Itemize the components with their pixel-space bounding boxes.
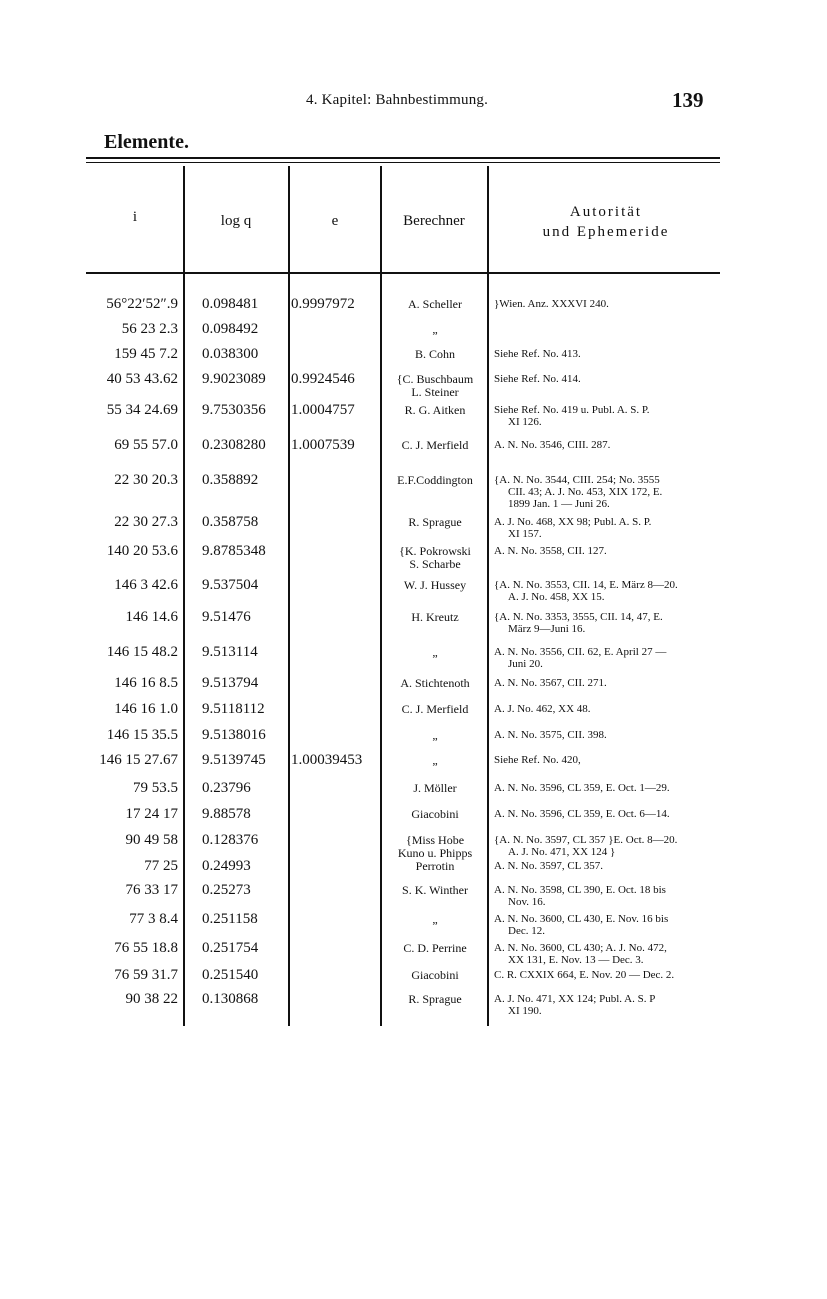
- cell-berechner: {Miss Hobe Kuno u. Phipps: [397, 833, 473, 860]
- cell-inclination: 22 30 27.3: [114, 514, 178, 530]
- cell-autoritaet: C. R. CXXIX 664, E. Nov. 20 — Dec. 2.: [494, 969, 675, 981]
- cell-berechner: J. Möller: [413, 781, 457, 795]
- cell-autoritaet: A. N. No. 3558, CII. 127.: [494, 545, 607, 557]
- cell-log-q: 9.5118112: [202, 701, 265, 717]
- cell-inclination: 22 30 20.3: [114, 472, 178, 488]
- cell-berechner: C. J. Merfield: [401, 702, 469, 716]
- cell-autoritaet: A. J. No. 468, XX 98; Publ. A. S. P. XI 157.: [494, 516, 652, 540]
- cell-inclination: 77 3 8.4: [129, 911, 178, 927]
- cell-autoritaet: }Wien. Anz. XXXVI 240.: [494, 298, 609, 310]
- cell-inclination: 56 23 2.3: [121, 321, 178, 337]
- cell-berechner: {K. Pokrowski S. Scharbe: [399, 544, 471, 571]
- cell-inclination: 146 14.6: [125, 609, 178, 625]
- cell-autoritaet: {A. N. No. 3544, CIII. 254; No. 3555 CII. 43; A. J. No. 453, XIX 172, E. 1899 Jan. 1 — Juni 26.: [494, 474, 663, 510]
- cell-log-q: 9.5138016: [202, 727, 266, 743]
- cell-log-q: 0.128376: [202, 832, 259, 848]
- cell-berechner: „: [432, 753, 438, 767]
- cell-autoritaet: A. N. No. 3567, CII. 271.: [494, 677, 607, 689]
- cell-eccentricity: 1.0004757: [291, 402, 355, 418]
- table-top-rule: [86, 157, 720, 159]
- cell-inclination: 76 55 18.8: [114, 940, 178, 956]
- cell-inclination: 140 20 53.6: [106, 543, 178, 559]
- cell-berechner: „: [432, 645, 438, 659]
- cell-inclination: 146 15 27.67: [99, 752, 178, 768]
- cell-autoritaet: A. N. No. 3600, CL 430, E. Nov. 16 bis Dec. 12.: [494, 913, 669, 937]
- cell-berechner: R. Sprague: [408, 515, 462, 529]
- cell-berechner: „: [432, 322, 438, 336]
- cell-inclination: 146 16 1.0: [114, 701, 178, 717]
- running-header: [0, 88, 827, 118]
- column-divider: [183, 166, 185, 1026]
- column-divider: [380, 166, 382, 1026]
- cell-berechner: A. Stichtenoth: [400, 676, 470, 690]
- cell-log-q: 0.130868: [202, 991, 259, 1007]
- cell-autoritaet: A. N. No. 3546, CIII. 287.: [494, 439, 611, 451]
- cell-log-q: 9.5139745: [202, 752, 266, 768]
- section-title: Elemente.: [104, 131, 189, 153]
- cell-autoritaet: Siehe Ref. No. 414.: [494, 373, 581, 385]
- cell-log-q: 0.251158: [202, 911, 258, 927]
- page-number: 139: [672, 88, 704, 112]
- cell-inclination: 90 38 22: [125, 991, 178, 1007]
- column-header-ephemeride: und Ephemeride: [542, 224, 670, 240]
- cell-inclination: 56°22′52″.9: [106, 296, 178, 312]
- cell-inclination: 90 49 58: [125, 832, 178, 848]
- cell-berechner: Giacobini: [411, 968, 459, 982]
- column-header-berechner: Berechner: [403, 213, 465, 229]
- cell-inclination: 76 33 17: [125, 882, 178, 898]
- cell-autoritaet: A. N. No. 3596, CL 359, E. Oct. 6—14.: [494, 808, 670, 820]
- cell-berechner: A. Scheller: [408, 297, 462, 311]
- column-header-e: e: [331, 213, 339, 229]
- column-header-autoritaet: Autorität: [569, 204, 643, 220]
- cell-autoritaet: A. N. No. 3598, CL 390, E. Oct. 18 bis Nov. 16.: [494, 884, 666, 908]
- cell-autoritaet: Siehe Ref. No. 420,: [494, 754, 581, 766]
- cell-eccentricity: 1.0007539: [291, 437, 355, 453]
- cell-autoritaet: {A. N. No. 3353, 3555, CII. 14, 47, E. März 9—Juni 16.: [494, 611, 663, 635]
- cell-log-q: 9.8785348: [202, 543, 266, 559]
- cell-inclination: 79 53.5: [133, 780, 178, 796]
- column-header-log-q: log q: [220, 213, 252, 229]
- cell-eccentricity: 1.00039453: [291, 752, 363, 768]
- cell-inclination: 77 25: [144, 858, 178, 874]
- cell-inclination: 146 16 8.5: [114, 675, 178, 691]
- cell-autoritaet: Siehe Ref. No. 419 u. Publ. A. S. P. XI 126.: [494, 404, 650, 428]
- cell-log-q: 9.9023089: [202, 371, 266, 387]
- cell-berechner: S. K. Winther: [402, 883, 468, 897]
- cell-log-q: 9.513114: [202, 644, 258, 660]
- cell-inclination: 146 3 42.6: [114, 577, 178, 593]
- cell-log-q: 0.098481: [202, 296, 259, 312]
- cell-eccentricity: 0.9997972: [291, 296, 355, 312]
- cell-eccentricity: 0.9924546: [291, 371, 355, 387]
- cell-berechner: C. J. Merfield: [401, 438, 469, 452]
- cell-inclination: 76 59 31.7: [114, 967, 178, 983]
- cell-inclination: 69 55 57.0: [114, 437, 178, 453]
- cell-inclination: 40 53 43.62: [106, 371, 178, 387]
- cell-log-q: 0.23796: [202, 780, 251, 796]
- cell-autoritaet: {A. N. No. 3597, CL 357 }E. Oct. 8—20. A. J. No. 471, XX 124 }: [494, 834, 678, 858]
- cell-inclination: 159 45 7.2: [114, 346, 178, 362]
- column-divider: [487, 166, 489, 1026]
- cell-berechner: W. J. Hussey: [403, 578, 467, 592]
- cell-berechner: Perrotin: [415, 859, 455, 873]
- cell-log-q: 9.88578: [202, 806, 251, 822]
- column-divider: [288, 166, 290, 1026]
- cell-berechner: C. D. Perrine: [403, 941, 467, 955]
- cell-autoritaet: A. N. No. 3575, CII. 398.: [494, 729, 607, 741]
- cell-berechner: R. G. Aitken: [404, 403, 466, 417]
- cell-autoritaet: {A. N. No. 3553, CII. 14, E. März 8—20. A. J. No. 458, XX 15.: [494, 579, 678, 603]
- cell-log-q: 0.251754: [202, 940, 259, 956]
- cell-inclination: 146 15 35.5: [106, 727, 178, 743]
- header-bottom-rule: [86, 272, 720, 274]
- cell-log-q: 0.251540: [202, 967, 259, 983]
- cell-autoritaet: A. N. No. 3600, CL 430; A. J. No. 472, XX 131, E. Nov. 13 — Dec. 3.: [494, 942, 667, 966]
- cell-berechner: E.F.Coddington: [397, 473, 473, 487]
- cell-log-q: 0.2308280: [202, 437, 266, 453]
- cell-log-q: 0.098492: [202, 321, 259, 337]
- cell-log-q: 9.51476: [202, 609, 251, 625]
- cell-berechner: Giacobini: [411, 807, 459, 821]
- cell-log-q: 0.358758: [202, 514, 259, 530]
- cell-berechner: R. Sprague: [408, 992, 462, 1006]
- cell-log-q: 0.24993: [202, 858, 251, 874]
- column-header-i: i: [132, 209, 138, 225]
- cell-autoritaet: A. N. No. 3597, CL 357.: [494, 860, 603, 872]
- cell-autoritaet: Siehe Ref. No. 413.: [494, 348, 581, 360]
- cell-inclination: 17 24 17: [125, 806, 178, 822]
- table-top-rule-thin: [86, 162, 720, 163]
- cell-berechner: „: [432, 912, 438, 926]
- cell-berechner: „: [432, 728, 438, 742]
- cell-autoritaet: A. N. No. 3556, CII. 62, E. April 27 — Juni 20.: [494, 646, 667, 670]
- cell-autoritaet: A. J. No. 462, XX 48.: [494, 703, 591, 715]
- cell-berechner: H. Kreutz: [411, 610, 459, 624]
- cell-berechner: {C. Buschbaum L. Steiner: [396, 372, 474, 399]
- cell-autoritaet: A. N. No. 3596, CL 359, E. Oct. 1—29.: [494, 782, 670, 794]
- cell-log-q: 0.25273: [202, 882, 251, 898]
- cell-log-q: 9.513794: [202, 675, 259, 691]
- cell-inclination: 146 15 48.2: [106, 644, 178, 660]
- cell-berechner: B. Cohn: [414, 347, 455, 361]
- cell-log-q: 9.7530356: [202, 402, 266, 418]
- cell-log-q: 9.537504: [202, 577, 259, 593]
- cell-inclination: 55 34 24.69: [106, 402, 178, 418]
- cell-log-q: 0.038300: [202, 346, 259, 362]
- cell-log-q: 0.358892: [202, 472, 259, 488]
- chapter-title: 4. Kapitel: Bahnbestimmung.: [306, 92, 489, 108]
- cell-autoritaet: A. J. No. 471, XX 124; Publ. A. S. P XI 190.: [494, 993, 656, 1017]
